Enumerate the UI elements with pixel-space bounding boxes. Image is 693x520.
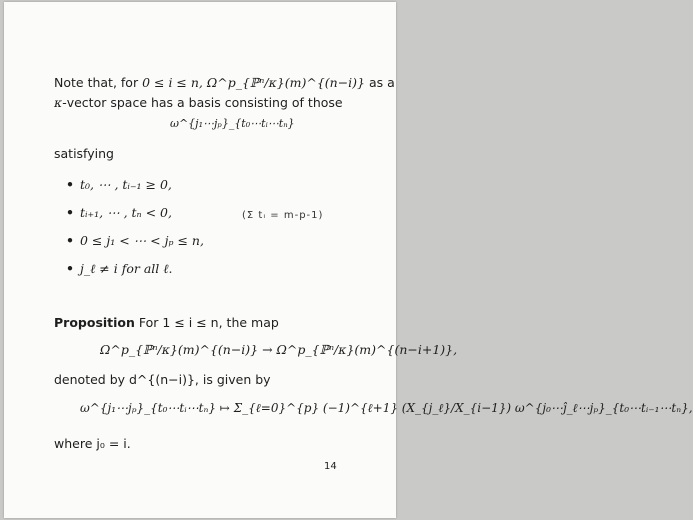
bullet: • xyxy=(66,205,74,220)
page-number: 14 xyxy=(324,461,337,472)
bullet: • xyxy=(66,177,74,192)
as-a-text: as a xyxy=(368,75,395,90)
list-item-3: • 0 ≤ j₁ < ⋯ < jₚ ≤ n, xyxy=(66,233,204,248)
omega-basis-formula: ω^{j₁⋯jₚ}_{t₀⋯tᵢ⋯tₙ} xyxy=(170,117,295,130)
map-formula: Ω^p_{ℙⁿ/κ}(m)^{(n−i)} → Ω^p_{ℙⁿ/κ}(m)^{(n−i+1)}, xyxy=(100,342,458,357)
proposition-line xyxy=(54,315,279,331)
differential-formula: ω^{j₁⋯jₚ}_{t₀⋯tᵢ⋯tₙ} ↦ Σ_{ℓ=0}^{p} (−1)^{ℓ+1} (X_{j_ℓ}/X_{i−1}) ω^{j₀⋯ĵ_ℓ⋯jₚ}_{t₀⋯tᵢ₋₁⋯tₙ}, xyxy=(80,401,693,415)
kappa-symbol: κ xyxy=(54,95,63,110)
inline-formula: 0 ≤ i ≤ n, Ω^p_{ℙⁿ/κ}(m)^{(n−i)} xyxy=(142,75,365,90)
vector-space-text: -vector space has a basis consisting of those xyxy=(62,95,343,110)
list-item-2: • tᵢ₊₁, ⋯ , tₙ < 0, xyxy=(66,205,172,220)
proposition-text: For 1 ≤ i ≤ n, the map xyxy=(138,315,279,330)
list-item-4: • j_ℓ ≠ i for all ℓ. xyxy=(66,261,173,276)
handwritten-note: (Σ tᵢ = m-p-1) xyxy=(242,210,324,221)
satisfying-label: satisfying xyxy=(54,146,114,161)
paragraph-line-2 xyxy=(54,95,343,111)
where-line: where j₀ = i. xyxy=(54,436,131,451)
denoted-by-line: denoted by d^{(n−i)}, is given by xyxy=(54,372,271,387)
paragraph-line-1 xyxy=(54,75,395,91)
bullet: • xyxy=(66,261,74,276)
list-item-1: • t₀, ⋯ , tᵢ₋₁ ≥ 0, xyxy=(66,177,172,192)
note-text: Note that, for xyxy=(54,75,139,90)
document-page xyxy=(4,2,693,518)
proposition-heading: Proposition xyxy=(54,315,135,330)
bullet: • xyxy=(66,233,74,248)
